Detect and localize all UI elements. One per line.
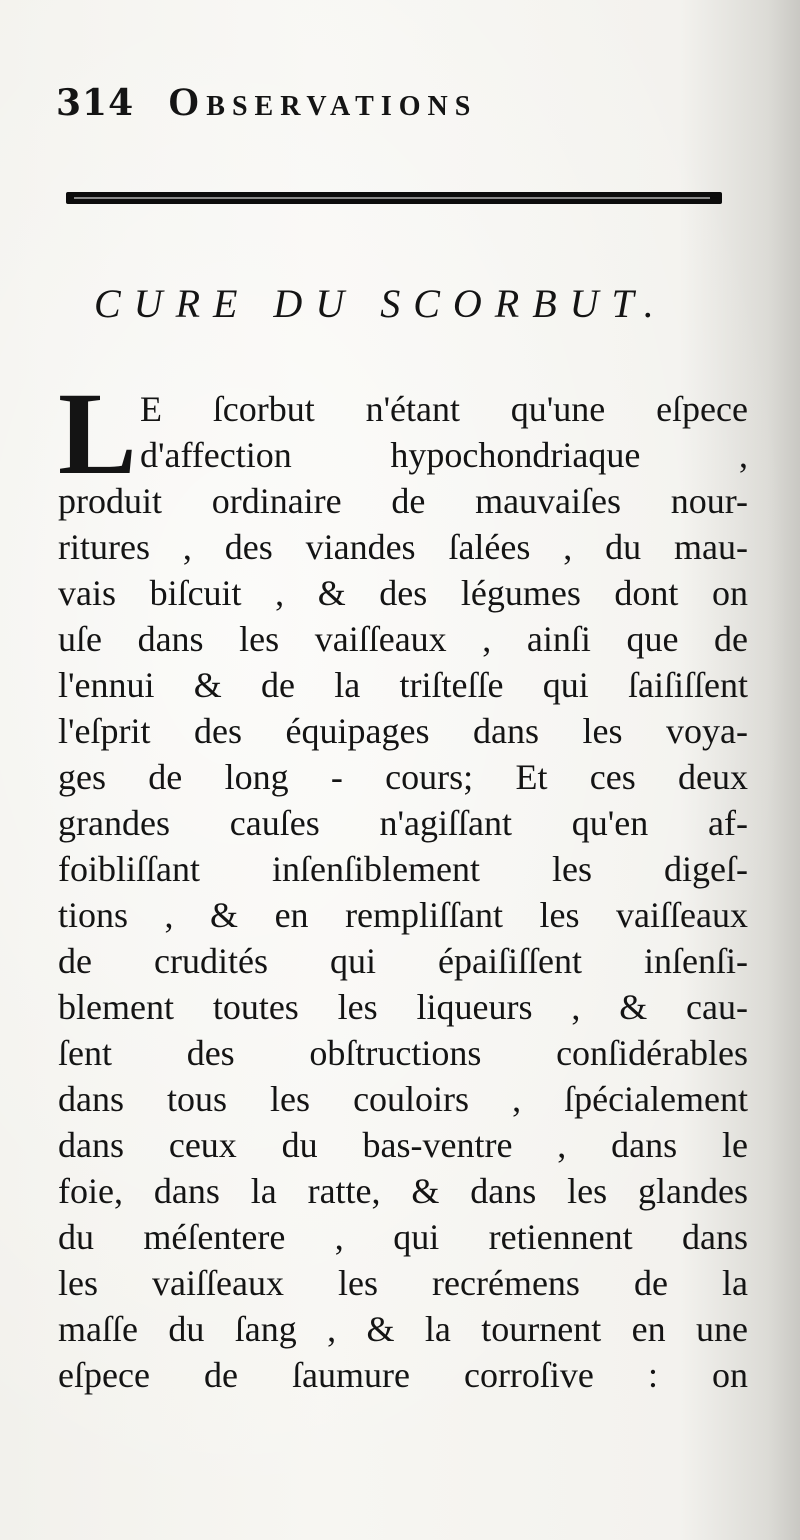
text-line: l'eſprit des équipages dans les voya- (58, 711, 748, 751)
page-number: 314 (56, 82, 135, 124)
text-line: dans tous les couloirs , ſpécialement (58, 1079, 748, 1119)
text-line: uſe dans les vaiſſeaux , ainſi que de (58, 619, 748, 659)
text-line: les vaiſſeaux les recrémens de la (58, 1263, 748, 1303)
drop-cap: L (58, 368, 137, 499)
text-line: vais biſcuit , & des légumes dont on (58, 573, 748, 613)
header-rule (66, 192, 722, 204)
text-line: ritures , des viandes ſalées , du mau- (58, 527, 748, 567)
text-line: ges de long - cours; Et ces deux (58, 757, 748, 797)
text-line: ſent des obſtructions conſidérables (58, 1033, 748, 1073)
text-line: foie, dans la ratte, & dans les glandes (58, 1171, 748, 1211)
text-line: blement toutes les liqueurs , & cau- (58, 987, 748, 1027)
text-line: dans ceux du bas-ventre , dans le (58, 1125, 748, 1165)
text-line: E ſcorbut n'étant qu'une eſpece (140, 389, 748, 429)
page-header (56, 78, 477, 128)
section-title: CURE DU SCORBUT. (94, 281, 667, 326)
text-line: maſſe du ſang , & la tournent en une (58, 1309, 748, 1349)
text-line: de crudités qui épaiſiſſent inſenſi- (58, 941, 748, 981)
text-line: du méſentere , qui retiennent dans (58, 1217, 748, 1257)
text-line: produit ordinaire de mauvaiſes nour- (58, 481, 748, 521)
text-line: foibliſſant inſenſiblement les digeſ- (58, 849, 748, 889)
running-head: Observations (168, 79, 478, 124)
text-line: eſpece de ſaumure corroſive : on (58, 1355, 748, 1395)
text-line: tions , & en rempliſſant les vaiſſeaux (58, 895, 748, 935)
text-line: l'ennui & de la triſteſſe qui ſaiſiſſent (58, 665, 748, 705)
text-line: grandes cauſes n'agiſſant qu'en af- (58, 803, 748, 843)
text-line: d'affection hypochondriaque , (140, 435, 748, 475)
